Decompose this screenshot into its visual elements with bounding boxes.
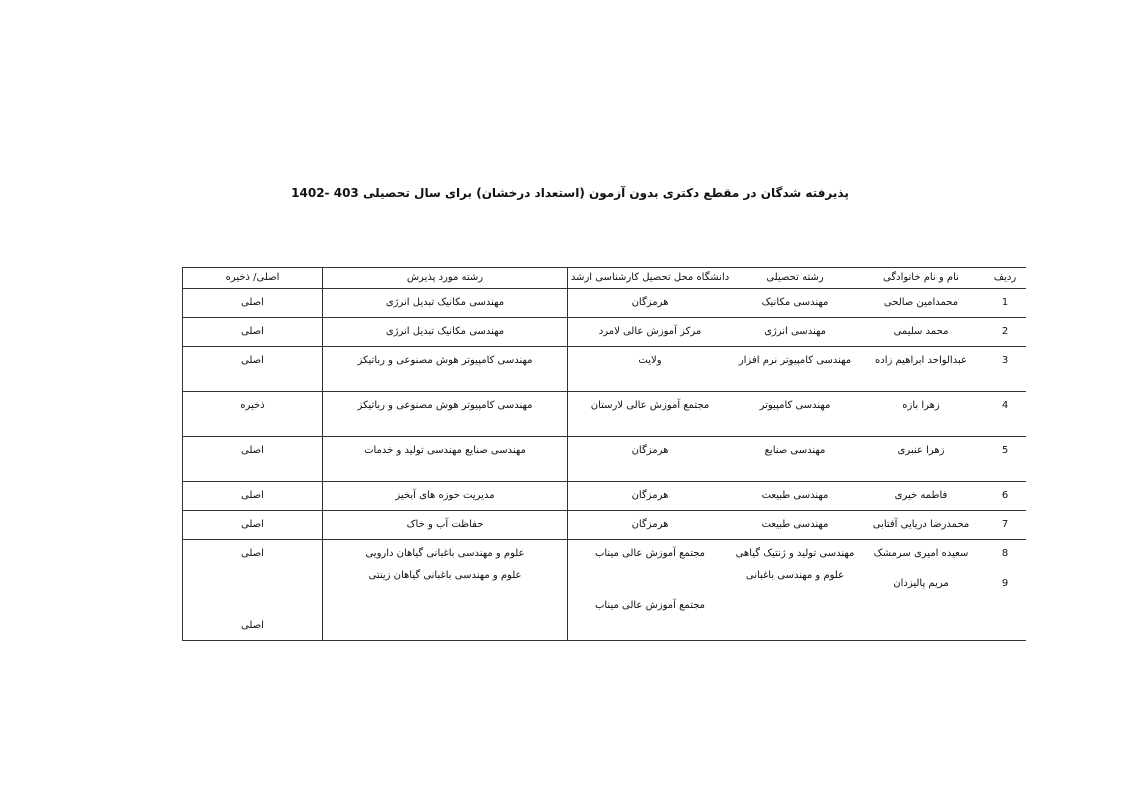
- header-status: اصلی/ ذخیره: [183, 268, 323, 289]
- cell-field: مهندسی مکانیک: [761, 297, 829, 308]
- cell-name: زهرا بازه: [902, 400, 940, 411]
- cell-name: [858, 540, 984, 641]
- admissions-table: [182, 267, 1026, 641]
- cell-status: اصلی: [183, 437, 323, 482]
- cell-name-a: سعیده امیری سرمشک: [873, 548, 969, 559]
- cell-field: [732, 540, 858, 641]
- cell-name: زهرا عنبری: [897, 445, 945, 456]
- table-row: [183, 289, 1027, 318]
- cell-field: مهندسی کامپیوتر: [759, 400, 831, 411]
- cell-university: هرمزگان: [631, 519, 669, 530]
- cell-num: 4: [1001, 400, 1009, 411]
- cell-status: اصلی: [183, 511, 323, 540]
- table-header-row: [183, 268, 1027, 289]
- cell-field: مهندسی انرژی: [764, 326, 826, 337]
- table-row: [183, 511, 1027, 540]
- cell-name: محمد سلیمی: [893, 326, 949, 337]
- cell-field: مهندسی طبیعت: [761, 519, 829, 530]
- cell-field-b: علوم و مهندسی باغبانی: [745, 570, 845, 581]
- cell-status: ذخیره: [183, 392, 323, 437]
- cell-admitted-field: [323, 540, 568, 641]
- cell-name: عبدالواحد ابراهیم زاده: [875, 355, 967, 366]
- header-field: رشته تحصیلی: [766, 272, 824, 283]
- cell-num: 6: [1001, 490, 1009, 501]
- cell-field: مهندسی صنایع: [764, 445, 826, 456]
- cell-university: مجتمع آموزش عالی لارستان: [590, 400, 710, 411]
- cell-university: هرمزگان: [631, 297, 669, 308]
- cell-num: 7: [1001, 519, 1009, 530]
- cell-admitted-field: مهندسی مکانیک تبدیل انرژی: [323, 289, 568, 318]
- cell-admitted-field: مدیریت حوزه های آبخیز: [323, 482, 568, 511]
- page-title: پذیرفته شدگان در مقطع دکتری بدون آزمون (استعداد درخشان) برای سال تحصیلی 403 -1402: [291, 186, 849, 200]
- cell-university: هرمزگان: [631, 490, 669, 501]
- cell-num: 1: [1001, 297, 1009, 308]
- cell-admitted-field: حفاظت آب و خاک: [323, 511, 568, 540]
- cell-university: هرمزگان: [631, 445, 669, 456]
- cell-status-a: اصلی: [241, 548, 264, 559]
- cell-status: [183, 540, 323, 641]
- cell-university-b: مجتمع آموزش عالی میناب: [594, 600, 706, 611]
- cell-status: اصلی: [183, 482, 323, 511]
- cell-field: مهندسی طبیعت: [761, 490, 829, 501]
- table-row: [183, 347, 1027, 392]
- cell-admitted-field-a: علوم و مهندسی باغبانی گیاهان دارویی: [365, 548, 525, 559]
- cell-admitted-field-b: علوم و مهندسی باغبانی گیاهان زینتی: [368, 570, 522, 581]
- cell-field: مهندسی کامپیوتر نرم افزار: [738, 355, 852, 366]
- cell-name: فاطمه خیری: [894, 490, 948, 501]
- header-num: ردیف: [993, 272, 1017, 283]
- table-row: [183, 482, 1027, 511]
- cell-university-a: مجتمع آموزش عالی میناب: [594, 548, 706, 559]
- cell-admitted-field: مهندسی صنایع مهندسی تولید و خدمات: [323, 437, 568, 482]
- cell-num: [984, 540, 1026, 641]
- header-university: دانشگاه محل تحصیل کارشناسی ارشد: [570, 272, 730, 283]
- cell-num: 3: [1001, 355, 1009, 366]
- cell-status: اصلی: [183, 318, 323, 347]
- cell-university: [568, 540, 733, 641]
- table-row: [183, 392, 1027, 437]
- cell-num: 5: [1001, 445, 1009, 456]
- cell-status: اصلی: [183, 289, 323, 318]
- table-row: [183, 437, 1027, 482]
- cell-university: ولایت: [638, 355, 662, 366]
- table-row: [183, 318, 1027, 347]
- cell-status: اصلی: [183, 347, 323, 392]
- cell-university: مرکز آموزش عالی لامرد: [598, 326, 702, 337]
- cell-admitted-field: مهندسی مکانیک تبدیل انرژی: [323, 318, 568, 347]
- cell-name: محمدامین صالحی: [883, 297, 959, 308]
- cell-field-a: مهندسی تولید و ژنتیک گیاهی: [735, 548, 855, 559]
- cell-name: محمدرضا دریایی آفتابی: [872, 519, 970, 530]
- header-name: نام و نام خانوادگی: [883, 272, 959, 283]
- table-row: [183, 540, 1027, 641]
- cell-name-b: مریم پالیزدان: [893, 578, 949, 589]
- cell-num: 2: [1001, 326, 1009, 337]
- cell-num-a: 8: [1001, 548, 1009, 559]
- cell-num-b: 9: [1001, 578, 1009, 589]
- header-admitted-field: رشته مورد پذیرش: [323, 268, 568, 289]
- cell-admitted-field: مهندسی کامپیوتر هوش مصنوعی و رباتیکز: [323, 347, 568, 392]
- cell-status-b: اصلی: [241, 620, 264, 631]
- cell-admitted-field: مهندسی کامپیوتر هوش مصنوعی و رباتیکز: [323, 392, 568, 437]
